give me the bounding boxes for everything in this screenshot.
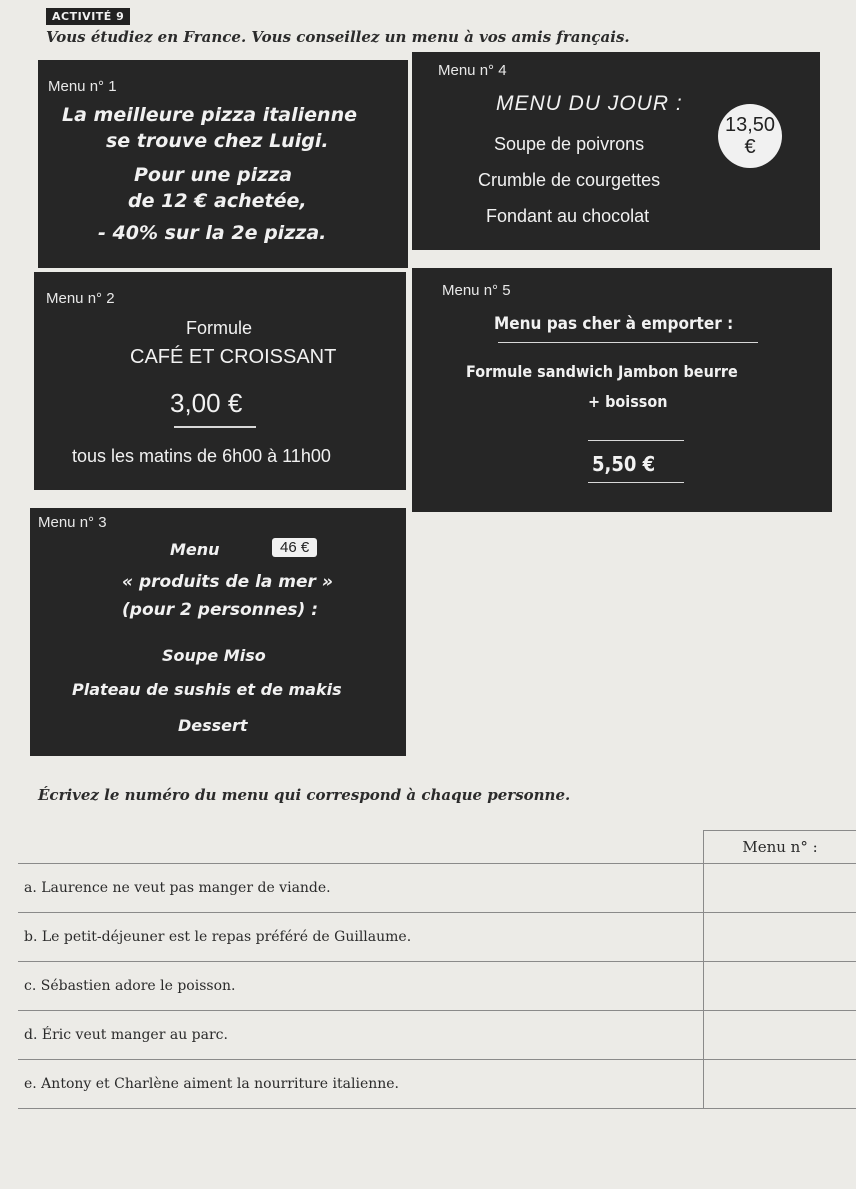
menu-1-line: La meilleure pizza italienne — [62, 104, 357, 126]
menu-4-price-currency: € — [744, 136, 756, 158]
person-statement: b. Le petit-déjeuner est le repas préféré de Guillaume. — [18, 913, 704, 962]
menu-4-line: Fondant au chocolat — [486, 206, 650, 226]
question-text: Écrivez le numéro du menu qui correspond à chaque personne. — [38, 786, 571, 804]
menu-3-title: Menu — [170, 540, 220, 559]
menu-3-line: Dessert — [178, 716, 248, 735]
menu-1-label: Menu n° 1 — [48, 78, 117, 95]
menu-2-label: Menu n° 2 — [46, 290, 115, 307]
menu-3-price: 46 € — [272, 538, 317, 557]
menu-2-line: CAFÉ ET CROISSANT — [130, 346, 337, 368]
menu-number-answer-a[interactable] — [704, 864, 856, 913]
table-row — [18, 1011, 856, 1060]
menu-5-line: Formule sandwich Jambon beurre — [466, 362, 738, 381]
answer-table — [18, 830, 856, 1109]
menu-4-board — [412, 52, 820, 250]
menu-5-price: 5,50 € — [592, 452, 656, 476]
menu-4-line: Soupe de poivrons — [494, 134, 645, 154]
menu-3-line: Soupe Miso — [162, 646, 266, 665]
activity-label: ACTIVITÉ 9 — [46, 8, 130, 25]
table-row — [18, 962, 856, 1011]
menu-5-title-underline — [498, 342, 758, 343]
menu-5-price-overline — [588, 440, 684, 441]
menu-2-line: tous les matins de 6h00 à 11h00 — [72, 446, 331, 466]
menu-5-price-underline — [588, 482, 684, 483]
answer-table-header-row — [18, 831, 856, 864]
menu-3-label: Menu n° 3 — [38, 514, 107, 531]
menu-3-board — [30, 508, 406, 756]
menu-4-title: MENU DU JOUR : — [496, 92, 683, 115]
person-statement: d. Éric veut manger au parc. — [18, 1011, 704, 1060]
menu-1-line: de 12 € achetée, — [128, 190, 307, 212]
menu-number-answer-c[interactable] — [704, 962, 856, 1011]
answer-table-blank-header — [18, 831, 704, 864]
menu-5-line: + boisson — [588, 392, 668, 411]
table-row — [18, 913, 856, 962]
menu-4-price-amount: 13,50 — [724, 114, 776, 136]
menu-number-answer-e[interactable] — [704, 1060, 856, 1109]
menu-number-answer-b[interactable] — [704, 913, 856, 962]
menu-4-label: Menu n° 4 — [438, 62, 507, 79]
menu-2-line: Formule — [186, 318, 253, 338]
menu-2-price-underline — [174, 426, 256, 428]
menu-4-price — [718, 104, 782, 168]
menu-2-board — [34, 272, 406, 490]
menu-4-line: Crumble de courgettes — [478, 170, 661, 190]
person-statement: c. Sébastien adore le poisson. — [18, 962, 704, 1011]
menu-3-line: « produits de la mer » — [122, 572, 333, 592]
person-statement: e. Antony et Charlène aiment la nourriture italienne. — [18, 1060, 704, 1109]
answer-table-header: Menu n° : — [704, 831, 856, 864]
table-row — [18, 864, 856, 913]
menu-5-board — [412, 268, 832, 512]
menu-3-line: (pour 2 personnes) : — [122, 600, 318, 620]
menu-number-answer-d[interactable] — [704, 1011, 856, 1060]
intro-text: Vous étudiez en France. Vous conseillez un menu à vos amis français. — [46, 28, 630, 46]
menu-3-line: Plateau de sushis et de makis — [72, 680, 342, 699]
menu-2-price: 3,00 € — [170, 388, 243, 418]
menu-1-line: se trouve chez Luigi. — [106, 130, 329, 152]
menu-1-line: Pour une pizza — [134, 164, 293, 186]
person-statement: a. Laurence ne veut pas manger de viande. — [18, 864, 704, 913]
menu-5-label: Menu n° 5 — [442, 282, 511, 299]
menu-5-title: Menu pas cher à emporter : — [494, 314, 734, 334]
menu-1-line: - 40% sur la 2e pizza. — [98, 222, 327, 244]
menu-1-board — [38, 60, 408, 268]
table-row — [18, 1060, 856, 1109]
